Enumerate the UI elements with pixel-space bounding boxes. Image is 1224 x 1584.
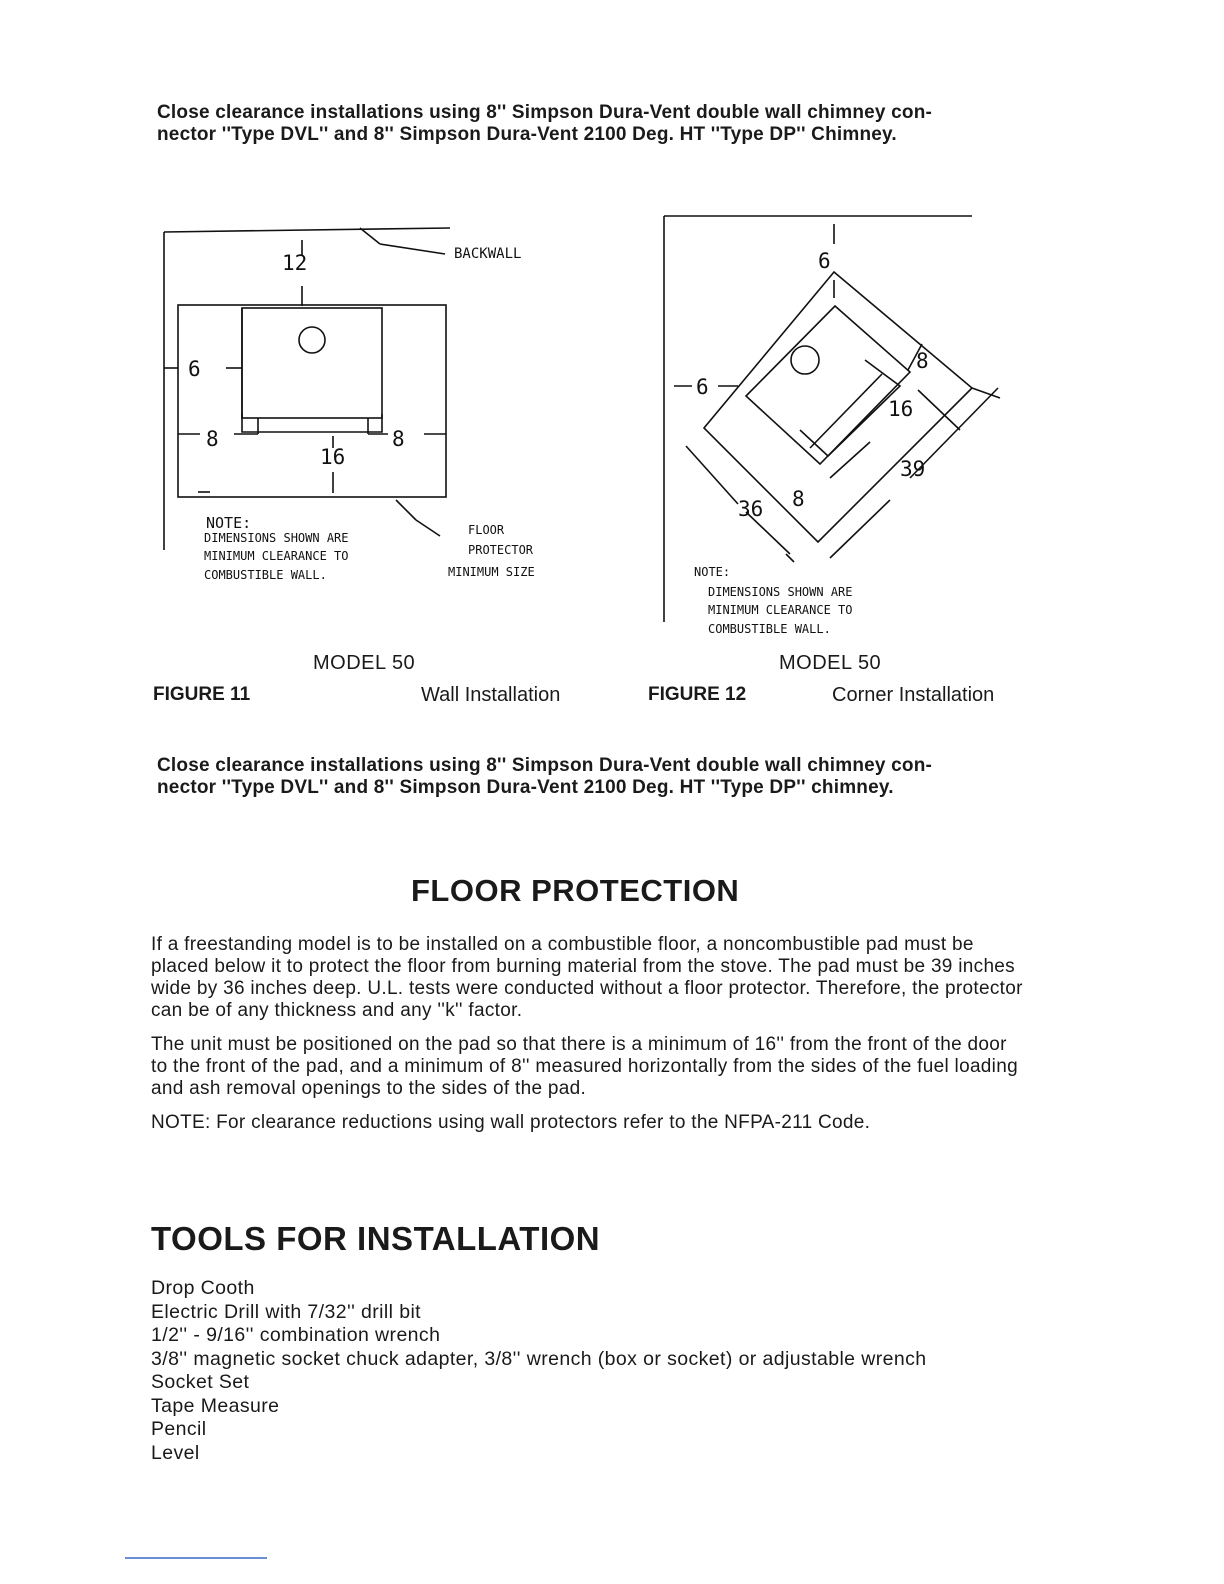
fig11-note-line3: MINIMUM CLEARANCE TO [204,549,349,563]
fig11-number: FIGURE 11 [153,684,251,705]
tool-item: 1/2'' - 9/16'' combination wrench [151,1324,441,1346]
floor-protection-heading: FLOOR PROTECTION [411,873,740,908]
fig11-dim-left: 8 [206,427,219,451]
intro-top-line2: nector ''Type DVL'' and 8'' Simpson Dura-Vent 2100 Deg. HT ''Type DP'' Chimney. [157,124,897,145]
floor-protection-para2: The unit must be positioned on the pad so that there is a minimum of 16'' from the front of the door to the front of the pad, and a minimum of 8'' measured horizontally from the sides of the fuel loading and ash removal openings to the sides of the pad. [151,1034,1018,1099]
intro-bottom-line2: nector ''Type DVL'' and 8'' Simpson Dura-Vent 2100 Deg. HT ''Type DP'' chimney. [157,777,894,798]
tool-item: Drop Cooth [151,1277,255,1299]
fig11-note-line2: DIMENSIONS SHOWN ARE [204,531,349,545]
fig12-dim-right-side: 8 [916,349,929,373]
fig12-dim-left: 6 [696,375,709,399]
note-text: For clearance reductions using wall protectors refer to the NFPA-211 Code. [210,1112,871,1133]
tools-heading: TOOLS FOR INSTALLATION [151,1220,601,1257]
fig11-dim-front: 16 [320,445,346,469]
fig11-note-line4: COMBUSTIBLE WALL. [204,568,327,582]
fig11-dim-right: 8 [392,427,405,451]
floor-protection-body [151,934,1027,1146]
fig12-note-title: NOTE: [694,565,731,579]
figure-11-diagram [150,218,550,598]
figure-12-diagram [660,210,1020,650]
fig11-model: MODEL 50 [313,652,416,674]
fig11-backwall-label: BACKWALL [454,246,522,262]
tool-item: Electric Drill with 7/32'' drill bit [151,1300,421,1323]
note-label: NOTE: [151,1112,211,1133]
footer-rule [125,1557,267,1559]
fig11-floor-line3: MINIMUM SIZE [448,565,535,579]
fig12-title: Corner Installation [832,684,995,706]
fig11-dim-side: 6 [188,357,201,381]
fig12-note-line4: COMBUSTIBLE WALL. [708,622,831,636]
fig12-dim-top: 6 [818,249,831,273]
fig12-dim-front: 16 [888,397,914,421]
fig12-model: MODEL 50 [779,652,882,674]
fig12-number: FIGURE 12 [648,684,747,705]
floor-protection-para1: If a freestanding model is to be installed on a combustible floor, a noncombustible pad must be placed below it to protect the floor from burning material from the stove. The pad must be 39 inches wide by 36 inches deep. U.L. tests were conducted without a floor protector. Therefore, the protector can be of any thickness and any ''k'' factor. [151,934,1023,1021]
tool-item: 3/8'' magnetic socket chuck adapter, 3/8'' wrench (box or socket) or adjustable wrench [151,1347,927,1370]
fig11-floor-line2: PROTECTOR [468,543,534,557]
floor-protection-note [151,1112,1027,1134]
tool-item: Socket Set [151,1371,250,1393]
intro-bottom [157,755,1037,799]
intro-bottom-line1: Close clearance installations using 8'' Simpson Dura-Vent double wall chimney con- [157,755,933,776]
fig12-note-line2: DIMENSIONS SHOWN ARE [708,585,853,599]
tool-item: Level [151,1441,200,1464]
intro-top-line1: Close clearance installations using 8'' Simpson Dura-Vent double wall chimney con- [157,102,933,123]
tool-item: Tape Measure [151,1394,280,1417]
fig11-dim-back: 12 [282,251,308,275]
fig11-floor-line1: FLOOR [468,523,505,537]
intro-top [157,102,1037,146]
fig11-title: Wall Installation [421,684,561,706]
fig12-dim-depth: 36 [738,497,764,521]
fig11-note-title: NOTE: [206,514,252,532]
tools-list [151,1277,927,1465]
fig12-note-line3: MINIMUM CLEARANCE TO [708,603,853,617]
fig12-dim-bottom-side: 8 [792,487,805,511]
fig12-dim-width: 39 [900,457,926,481]
tool-item: Pencil [151,1418,207,1440]
